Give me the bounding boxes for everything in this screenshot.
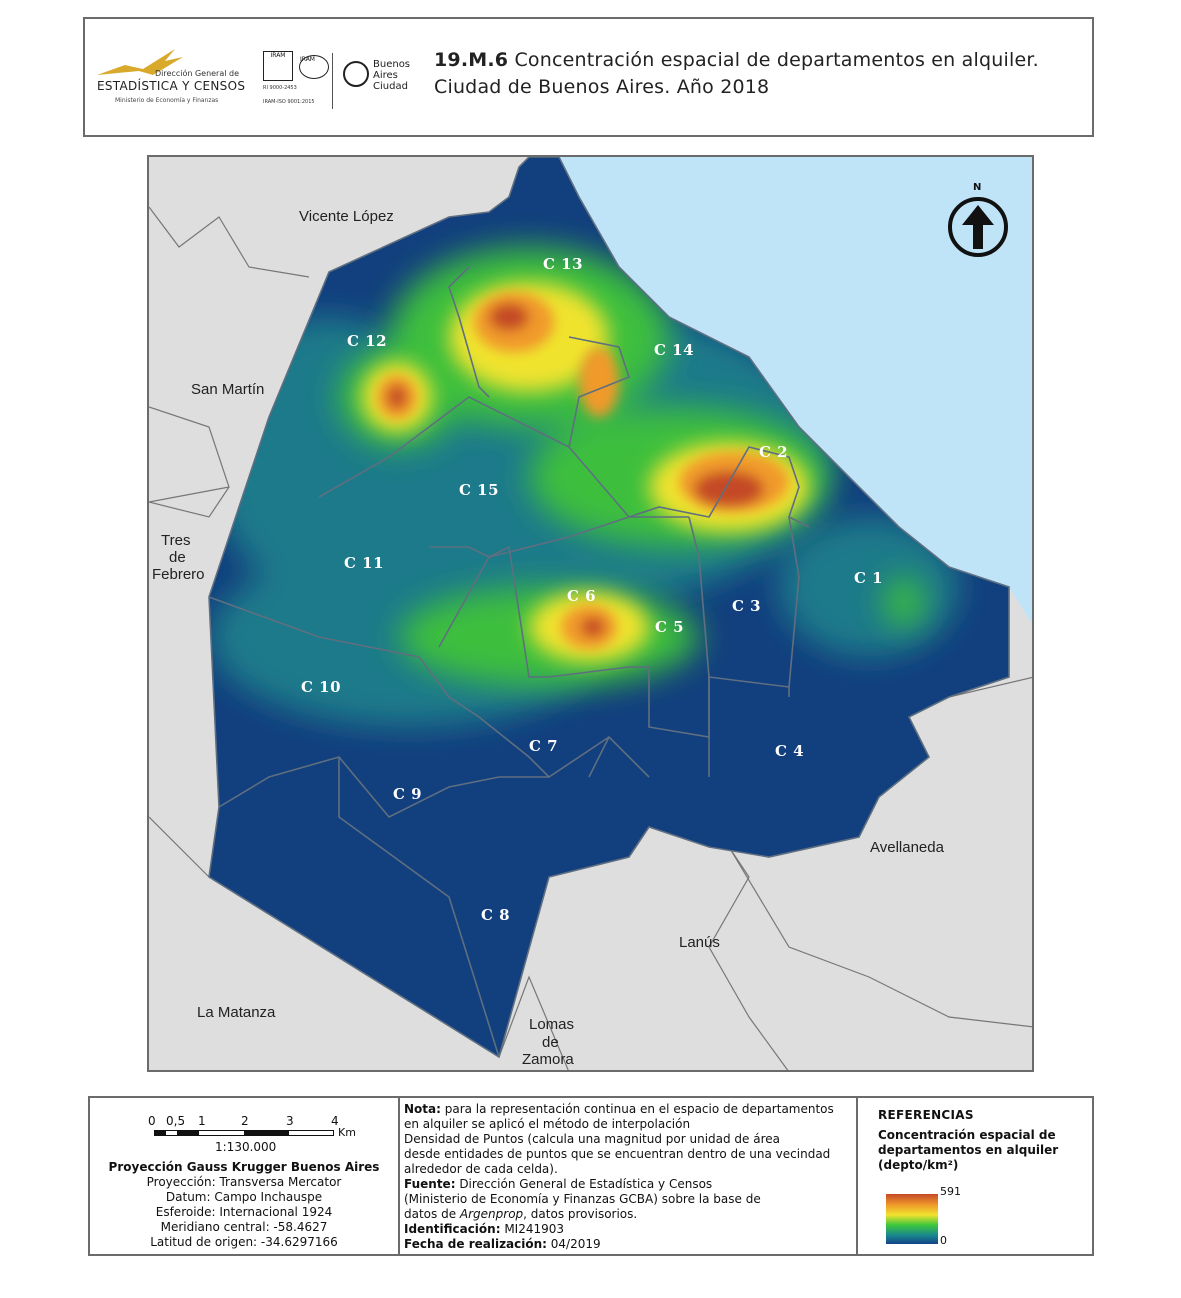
fecha-value: 04/2019: [546, 1237, 601, 1251]
scale-seg-2: [177, 1131, 199, 1135]
dgec-logo-line3: Ministerio de Economía y Finanzas: [115, 97, 219, 104]
footer-panel: [88, 1096, 1094, 1256]
cert-2-label: IRAM: [300, 56, 315, 63]
iqnet-cert-icon: [299, 55, 329, 79]
logo-divider: [332, 53, 333, 109]
label-lomas-de: de: [542, 1034, 559, 1051]
fuente-line1: Dirección General de Estadística y Censos: [455, 1177, 713, 1191]
label-comuna-3: C 3: [732, 597, 762, 615]
scale-bar: [154, 1130, 334, 1136]
ba-logo-line1: Buenos: [373, 59, 411, 70]
scale-seg-3: [244, 1131, 289, 1135]
legend-title: REFERENCIAS: [878, 1108, 974, 1122]
title-number: 19.M.6: [434, 49, 509, 71]
ident-value: MI241903: [500, 1222, 565, 1236]
label-comuna-8: C 8: [481, 906, 511, 924]
label-comuna-6: C 6: [567, 587, 597, 605]
label-comuna-11: C 11: [344, 554, 385, 572]
scale-2: 2: [241, 1114, 249, 1128]
dgec-logo: [95, 45, 245, 115]
label-comuna-5: C 5: [655, 618, 685, 636]
legend-subtitle: Concentración espacial de departamentos en alquiler (depto/km²): [878, 1128, 1059, 1172]
label-comuna-15: C 15: [459, 481, 500, 499]
nota-label: Nota:: [404, 1102, 441, 1116]
scale-05: 0,5: [166, 1114, 186, 1128]
nota-line4: desde entidades de puntos que se encuentran dentro de una vecindad: [404, 1147, 831, 1161]
label-comuna-9: C 9: [393, 785, 423, 803]
legend-min: 0: [940, 1234, 947, 1247]
nota-line2: en alquiler se aplicó el método de interpolación: [404, 1117, 691, 1131]
map-canvas: [149, 157, 1034, 1072]
fuente-line3a: datos de: [404, 1207, 460, 1221]
nota-line5: alrededor de cada celda).: [404, 1162, 558, 1176]
scale-numbers: [90, 1114, 350, 1128]
label-zamora: Zamora: [522, 1051, 574, 1068]
nota-line3: Densidad de Puntos (calcula una magnitud por unidad de área: [404, 1132, 781, 1146]
projection-line3: Esferoide: Internacional 1924: [155, 1205, 333, 1219]
ident-label: Identificación:: [404, 1222, 501, 1236]
projection-title: Proyección Gauss Krugger Buenos Aires: [108, 1160, 380, 1174]
legend-panel: [858, 1098, 1094, 1254]
title-line1: Concentración espacial de departamentos en alquiler.: [514, 49, 1039, 71]
label-tres: Tres: [161, 532, 191, 549]
north-label: N: [973, 182, 982, 193]
projection-line2: Datum: Campo Inchauspe: [165, 1190, 323, 1204]
cert-code: RI 9000-2453: [263, 85, 297, 91]
fuente-line2: (Ministerio de Economía y Finanzas GCBA) sobre la base de: [404, 1192, 761, 1206]
scale-0: 0: [148, 1114, 156, 1128]
certification-logos: [263, 51, 333, 111]
label-san-martin: San Martín: [191, 381, 265, 398]
projection-line5: Latitud de origen: -34.6297166: [150, 1235, 338, 1249]
scale-4: 4: [331, 1114, 339, 1128]
fuente-line3b: Argenprop: [459, 1207, 524, 1221]
scale-unit: Km: [338, 1126, 356, 1139]
buenos-aires-logo: [343, 61, 423, 101]
label-comuna-10: C 10: [301, 678, 342, 696]
label-lanus: Lanús: [679, 934, 720, 951]
dgec-logo-line1: Dirección General de: [155, 69, 240, 78]
label-comuna-4: C 4: [775, 742, 805, 760]
nota-line1: para la representación continua en el espacio de departamentos: [440, 1102, 834, 1116]
fuente-line3c: , datos provisorios.: [523, 1207, 638, 1221]
label-de: de: [169, 549, 186, 566]
dgec-logo-line2: ESTADÍSTICA Y CENSOS: [97, 79, 246, 93]
scale-1: 1: [198, 1114, 206, 1128]
label-vicente-lopez: Vicente López: [299, 208, 394, 225]
label-comuna-14: C 14: [654, 341, 695, 359]
label-avellaneda: Avellaneda: [870, 839, 944, 856]
label-comuna-7: C 7: [529, 737, 559, 755]
label-comuna-13: C 13: [543, 255, 584, 273]
projection-info: [90, 1160, 398, 1250]
header-panel: [83, 17, 1094, 137]
label-comuna-1: C 1: [854, 569, 884, 587]
scale-seg-1: [155, 1131, 166, 1135]
label-febrero: Febrero: [152, 566, 205, 583]
projection-line4: Meridiano central: -58.4627: [160, 1220, 328, 1234]
city-seal-icon: [343, 61, 369, 87]
title-line2: Ciudad de Buenos Aires. Año 2018: [434, 76, 770, 98]
label-la-matanza: La Matanza: [197, 1004, 276, 1021]
legend-color-ramp: [886, 1194, 938, 1244]
label-comuna-2: C 2: [759, 443, 789, 461]
page-title: [434, 47, 1039, 101]
buenos-aires-logo-text: [373, 59, 410, 92]
ba-logo-line2: Aires: [373, 70, 398, 81]
legend-max: 591: [940, 1185, 961, 1198]
notes-panel: [400, 1098, 858, 1254]
density-map: [147, 155, 1034, 1072]
notes-text: [404, 1102, 854, 1252]
scale-ratio: 1:130.000: [215, 1140, 277, 1154]
cert-norm: IRAM-ISO 9001:2015: [263, 99, 315, 105]
projection-line1: Proyección: Transversa Mercator: [146, 1175, 342, 1189]
label-lomas: Lomas: [529, 1016, 575, 1033]
ba-logo-line3: Ciudad: [373, 81, 408, 92]
iram-cert-icon: IRAM: [263, 51, 293, 81]
fecha-label: Fecha de realización:: [404, 1237, 547, 1251]
scale-projection-panel: [90, 1098, 400, 1254]
fuente-label: Fuente:: [404, 1177, 456, 1191]
label-comuna-12: C 12: [347, 332, 388, 350]
scale-3: 3: [286, 1114, 294, 1128]
